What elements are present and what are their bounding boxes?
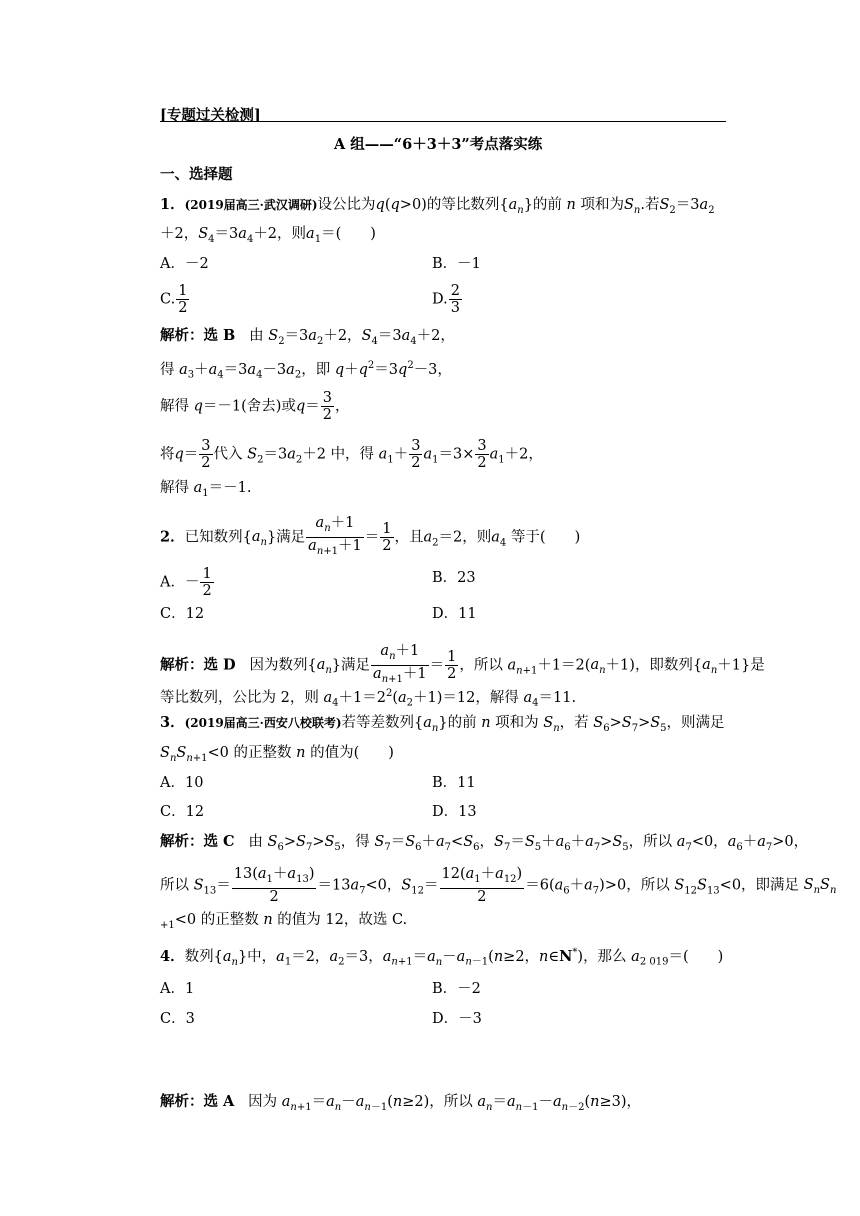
q2-option-c[interactable]: C．12 xyxy=(160,606,205,622)
q3-solution-line2: 所以 $S_{13}=$ $\frac{13(a_1+a_{13})}{2}$ $=13a_7<0$，$S_{12}=$ $\frac{12(a_1+a_{12})}{2}$ $=6(a_6+a_7)>0$，所以 $S_{12}S_{13}<0$，即满足 $S_nS_n$ xyxy=(160,866,837,905)
q1-solution-line4: 将q＝ $\frac{3}{2}$ 代入 $S_2=3a_2+2$ 中，得 $a_1+$ $\frac{3}{2}$ $a_1=3\times$ $\frac{3}{2}$ $a_1+2$， xyxy=(160,438,543,471)
q4-option-c[interactable]: C．3 xyxy=(160,1011,195,1027)
part-title: 一、选择题 xyxy=(160,166,233,183)
q2-stem: 2．已知数列$\{a_n\}$满足 $\frac{a_n+1}{a_{n+1}+1}$ ＝ $\frac{1}{2}$ ，且$a_2=2$，则$a_4$ 等于( ) xyxy=(160,515,581,557)
q4-solution-line1: 解析：选 A 因为 $a_{n+1}=a_n-a_{n-1}(n\ge 2)$，所以 $a_n=a_{n-1}-a_{n-2}(n\ge 3)$， xyxy=(160,1093,642,1113)
q4-option-a[interactable]: A．1 xyxy=(160,981,195,997)
q3-solution-line3: $_{+1}$<0 的正整数 n 的值为 12，故选 C. xyxy=(160,912,408,931)
q2-option-d[interactable]: D．11 xyxy=(432,606,477,622)
q3-option-b[interactable]: B．11 xyxy=(432,775,476,791)
q3-option-a[interactable]: A．10 xyxy=(160,775,204,791)
q1-option-a[interactable]: A．－2 xyxy=(160,256,209,272)
q3-stem-line2: $S_nS_{n+1}<0$ 的正整数 n 的值为( ) xyxy=(160,745,394,764)
q3-option-d[interactable]: D．13 xyxy=(432,804,477,820)
q2-option-b[interactable]: B．23 xyxy=(432,570,476,586)
section-tag: [专题过关检测] xyxy=(160,107,261,124)
q1-stem-line1: 1．(2019届高三·武汉调研)设公比为q(q>0)的等比数列$\{a_n\}$的前 n 项和为$S_n$.若$S_2=3a_2$ xyxy=(160,196,715,216)
q1-solution-line1: 解析：选 B 由 $S_2=3a_2+2$，$S_4=3a_4+2$， xyxy=(160,327,455,347)
q3-stem-line1: 3．(2019届高三·西安八校联考)若等差数列$\{a_n\}$的前 n 项和为 $S_n$，若 $S_6>S_7>S_5$，则满足 xyxy=(160,714,725,734)
group-title: A 组——“6＋3＋3”考点落实练 xyxy=(334,136,543,153)
q1-solution-line3: 解得 q＝－1(舍去)或q＝ $\frac{3}{2}$ ， xyxy=(160,390,350,423)
q4-option-b[interactable]: B．－2 xyxy=(432,981,481,997)
q4-option-d[interactable]: D．－3 xyxy=(432,1011,482,1027)
q1-option-d[interactable]: D. $\frac{2}{3}$ xyxy=(432,283,460,316)
q1-option-c[interactable]: C. $\frac{1}{2}$ xyxy=(160,283,188,316)
q3-option-c[interactable]: C．12 xyxy=(160,804,205,820)
q2-solution-line1: 解析：选 D 因为数列$\{a_n\}$满足 $\frac{a_n+1}{a_{n+1}+1}$ ＝ $\frac{1}{2}$ ，所以 $a_{n+1}+1=2(a_n+1)$，即数列$\{a_n+1\}$是 xyxy=(160,643,765,685)
q3-solution-line1: 解析：选 C 由 $S_6>S_7>S_5$，得 $S_7=S_6+a_7<S_6$，$S_7=S_5+a_6+a_7>S_5$，所以 $a_7<0$，$a_6+a_7>0$， xyxy=(160,833,809,853)
q1-stem-line2: ＋2，$S_4=3a_4+2$，则$a_1=$( ) xyxy=(160,226,376,245)
header-rule xyxy=(160,121,726,122)
q1-solution-line5: 解得 $a_1=-1$. xyxy=(160,480,252,499)
q1-option-b[interactable]: B．－1 xyxy=(432,256,481,272)
q2-solution-line2: 等比数列，公比为 2，则 $a_4+1=2^2(a_2+1)=12$，解得 $a_4=11$. xyxy=(160,688,577,709)
q1-solution-line2: 得 $a_3+a_4=3a_4-3a_2$，即 $q+q^2=3q^2-3$， xyxy=(160,360,452,381)
q2-option-a[interactable]: A．－ $\frac{1}{2}$ xyxy=(160,566,212,599)
q4-stem: 4．数列$\{a_n\}$中，$a_1=2$，$a_2=3$，$a_{n+1}=a_n-a_{n-1}(n\ge 2$，n∈N*)，那么 $a_{2 019}=$( ) xyxy=(160,947,724,968)
